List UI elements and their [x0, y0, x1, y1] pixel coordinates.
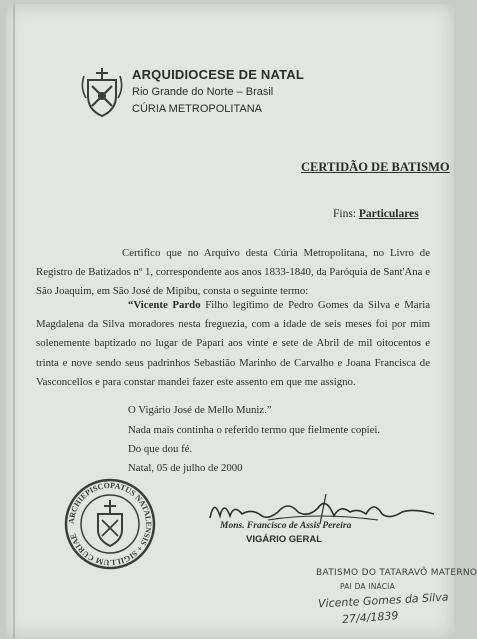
purpose-line — [333, 208, 419, 220]
record-paragraph — [36, 296, 430, 392]
handwritten-note-line3: Vicente Gomes da Silva — [317, 590, 449, 611]
place-date: Natal, 05 de julho de 2000 — [128, 462, 243, 474]
page-fold-edge — [13, 4, 15, 638]
curia-seal-icon — [64, 478, 156, 570]
handwritten-note-line4: 27/4/1839 — [341, 609, 399, 626]
signer-role: VIGÁRIO GERAL — [246, 534, 323, 545]
closing-line-1: Nada mais continha o referido termo que fielmente copiei. — [128, 424, 381, 436]
intro-paragraph: Certifico que no Arquivo desta Cúria Metropolitana, no Livro de Registro de Batizados nº 1, correspondente aos anos 1833-1840, da Paróquia de Sant'Ana e São Joaquim, em São José de Mipibu, consta o seguinte termo: — [36, 247, 430, 298]
record-text: Filho legítimo de Pedro Gomes da Silva e Maria Magdalena da Silva moradores nesta freguezia, com a idade de seis meses foi por mim solenemente baptizado no lugar de Papari aos vinte e sete de Abril de mil oitocentos e trinta e nove sendo seus padrinhos Sebastião Marinho de Carvalho e Joana Francisca de Vasconcellos e para constar mandei fazer este assento em que me assigno. — [36, 299, 430, 388]
record-name: “Vicente Pardo — [128, 299, 201, 311]
archdiocese-name: ARQUIDIOCESE DE NATAL — [132, 67, 305, 82]
purpose-value: Particulares — [358, 208, 419, 220]
document-title: CERTIDÃO DE BATISMO — [301, 160, 450, 174]
office-line: CÚRIA METROPOLITANA — [132, 103, 262, 115]
signer-name: Mons. Francisco de Assis Pereira — [220, 521, 352, 531]
archdiocese-crest-icon — [78, 66, 126, 118]
handwritten-note-line1: BATISMO DO TATARAVÔ MATERNO — [316, 568, 477, 578]
closing-line-2: Do que dou fé. — [128, 443, 193, 455]
handwritten-note-line2: PAI DA INÁCIA — [340, 582, 395, 591]
vicar-line: O Vigário José de Mello Muniz.” — [128, 404, 272, 416]
purpose-label: Fins: — [333, 208, 357, 220]
region-line: Rio Grande do Norte – Brasil — [132, 86, 274, 98]
seal-text: ARCHIEPISCOPATUS NATALENSIS + SIGILLUM CURIAE — [66, 480, 154, 568]
